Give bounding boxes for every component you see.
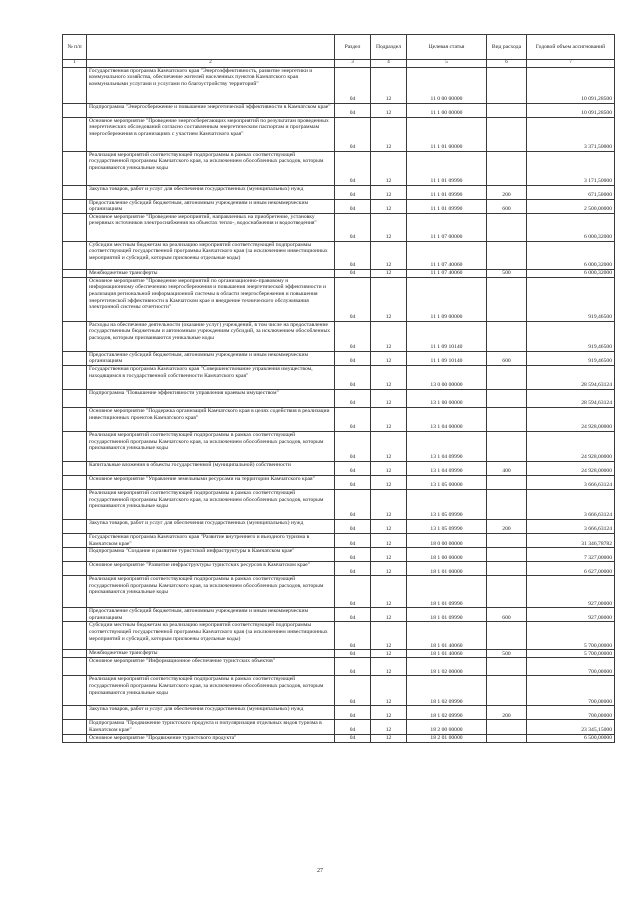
podrazdel-cell: 12 — [371, 519, 407, 533]
vid-cell: 200 — [487, 519, 527, 533]
vid-cell — [487, 489, 527, 519]
row-number-cell — [63, 269, 87, 277]
row-number-cell — [63, 365, 87, 389]
vid-cell — [487, 117, 527, 151]
podrazdel-cell: 12 — [371, 576, 407, 608]
table-row — [63, 548, 615, 562]
amount-cell: 700,00000 — [527, 658, 615, 676]
podrazdel-cell: 12 — [371, 608, 407, 622]
header-sum: Годовой объем ассигнований — [527, 35, 615, 60]
row-number-cell — [63, 650, 87, 658]
podrazdel-cell: 12 — [371, 562, 407, 576]
tselevaya-cell: 11 1 09 00000 — [407, 277, 487, 321]
tselevaya-cell: 18 1 02 09990 — [407, 706, 487, 720]
vid-cell — [487, 734, 527, 742]
table-row — [63, 720, 615, 734]
row-number-cell — [63, 213, 87, 241]
tselevaya-cell: 13 1 04 00000 — [407, 407, 487, 431]
podrazdel-cell: 12 — [371, 720, 407, 734]
amount-cell: 6 000,32000 — [527, 269, 615, 277]
amount-cell: 927,00000 — [527, 576, 615, 608]
tselevaya-cell: 13 0 00 00000 — [407, 365, 487, 389]
item-name-cell: Государственная программа Камчатского края "Совершенствование управления имуществом, находящимся в государственной собственности Камчатского края" — [87, 365, 335, 389]
header-vid: Вид расхода — [487, 35, 527, 60]
podrazdel-cell: 12 — [371, 269, 407, 277]
row-number-cell — [63, 151, 87, 185]
podrazdel-cell: 12 — [371, 533, 407, 547]
item-name-cell: Основное мероприятие "Развитие инфраструктуры туристских ресурсов в Камчатском крае" — [87, 562, 335, 576]
item-name-cell: Государственная программа Камчатского края "Энергоэффективность, развитие энергетики и коммунального хозяйства, обеспечение жителей населенных пунктов Камчатского края коммунальными услугами и услугами по благоустройству территорий" — [87, 67, 335, 103]
item-name-cell: Подпрограмма "Повышение эффективности управления краевым имуществом" — [87, 389, 335, 407]
row-number-cell — [63, 676, 87, 706]
vid-cell — [487, 103, 527, 117]
vid-cell — [487, 622, 527, 650]
amount-cell: 671,50000 — [527, 185, 615, 199]
header-row — [63, 35, 615, 60]
tselevaya-cell: 11 1 00 00000 — [407, 103, 487, 117]
row-number-cell — [63, 533, 87, 547]
header-no: № п/п — [63, 35, 87, 60]
amount-cell: 10 091,28500 — [527, 103, 615, 117]
row-number-cell — [63, 321, 87, 351]
razdel-cell: 04 — [335, 548, 371, 562]
index-cell: 5 — [407, 60, 487, 68]
header-podrazdel: Подраздел — [371, 35, 407, 60]
table-row — [63, 676, 615, 706]
podrazdel-cell: 12 — [371, 734, 407, 742]
item-name-cell: Подпрограмма "Продвижение туристского продукта и популяризация отдельных видов туризма в Камчатском крае" — [87, 720, 335, 734]
podrazdel-cell: 12 — [371, 548, 407, 562]
razdel-cell: 04 — [335, 151, 371, 185]
row-number-cell — [63, 389, 87, 407]
vid-cell: 500 — [487, 269, 527, 277]
tselevaya-cell: 18 2 01 00000 — [407, 734, 487, 742]
tselevaya-cell: 11 1 01 09990 — [407, 199, 487, 213]
item-name-cell: Предоставление субсидий бюджетным, автономным учреждениям и иным некоммерческим организациям — [87, 199, 335, 213]
vid-cell: 200 — [487, 185, 527, 199]
vid-cell — [487, 151, 527, 185]
vid-cell — [487, 431, 527, 461]
podrazdel-cell: 12 — [371, 67, 407, 103]
item-name-cell: Основное мероприятие "Проведение энергосберегающих мероприятий по результатам проведенных энергетических обследований согласно составленным энергетическим паспортам и программам энергосбережения в организациях с участием Камчатского края" — [87, 117, 335, 151]
amount-cell: 6 000,32000 — [527, 213, 615, 241]
vid-cell — [487, 676, 527, 706]
header-name — [87, 35, 335, 60]
podrazdel-cell: 12 — [371, 365, 407, 389]
index-cell: 2 — [87, 60, 335, 68]
amount-cell: 24 928,00000 — [527, 407, 615, 431]
amount-cell: 6 000,32000 — [527, 241, 615, 269]
razdel-cell: 04 — [335, 185, 371, 199]
item-name-cell: Подпрограмма "Создание и развитие туристской инфраструктуры в Камчатском крае" — [87, 548, 335, 562]
row-number-cell — [63, 277, 87, 321]
row-number-cell — [63, 431, 87, 461]
index-cell: 3 — [335, 60, 371, 68]
podrazdel-cell: 12 — [371, 489, 407, 519]
table-row — [63, 185, 615, 199]
index-cell: 7 — [527, 60, 615, 68]
row-number-cell — [63, 706, 87, 720]
tselevaya-cell: 18 1 01 09990 — [407, 576, 487, 608]
item-name-cell: Основное мероприятие "Управление земельными ресурсами на территории Камчатского края" — [87, 475, 335, 489]
amount-cell: 24 928,00000 — [527, 431, 615, 461]
table-row — [63, 389, 615, 407]
amount-cell: 700,00000 — [527, 676, 615, 706]
razdel-cell: 04 — [335, 321, 371, 351]
razdel-cell: 04 — [335, 519, 371, 533]
table-row — [63, 365, 615, 389]
razdel-cell: 04 — [335, 431, 371, 461]
index-cell: 1 — [63, 60, 87, 68]
item-name-cell: Закупка товаров, работ и услуг для обеспечения государственных (муниципальных) нужд — [87, 185, 335, 199]
tselevaya-cell: 11 1 01 09990 — [407, 185, 487, 199]
page-number: 27 — [317, 868, 323, 874]
amount-cell: 3 171,50000 — [527, 151, 615, 185]
row-number-cell — [63, 622, 87, 650]
vid-cell — [487, 241, 527, 269]
amount-cell: 919,46500 — [527, 277, 615, 321]
item-name-cell: Капитальные вложения в объекты государственной (муниципальной) собственности — [87, 461, 335, 475]
razdel-cell: 04 — [335, 734, 371, 742]
vid-cell — [487, 213, 527, 241]
tselevaya-cell: 11 1 07 40060 — [407, 269, 487, 277]
row-number-cell — [63, 562, 87, 576]
vid-cell — [487, 365, 527, 389]
vid-cell — [487, 277, 527, 321]
tselevaya-cell: 13 1 05 09990 — [407, 519, 487, 533]
tselevaya-cell: 11 1 07 00000 — [407, 213, 487, 241]
vid-cell: 400 — [487, 461, 527, 475]
amount-cell: 919,46500 — [527, 351, 615, 365]
item-name-cell: Закупка товаров, работ и услуг для обеспечения государственных (муниципальных) нужд — [87, 706, 335, 720]
amount-cell: 5 700,00000 — [527, 622, 615, 650]
podrazdel-cell: 12 — [371, 650, 407, 658]
razdel-cell: 04 — [335, 241, 371, 269]
razdel-cell: 04 — [335, 622, 371, 650]
table-row — [63, 608, 615, 622]
podrazdel-cell: 12 — [371, 151, 407, 185]
razdel-cell: 04 — [335, 533, 371, 547]
podrazdel-cell: 12 — [371, 407, 407, 431]
tselevaya-cell: 18 1 01 00000 — [407, 562, 487, 576]
index-row — [63, 60, 615, 68]
table-row — [63, 151, 615, 185]
razdel-cell: 04 — [335, 389, 371, 407]
razdel-cell: 04 — [335, 720, 371, 734]
vid-cell — [487, 533, 527, 547]
amount-cell: 6 500,00000 — [527, 734, 615, 742]
vid-cell — [487, 562, 527, 576]
table-row — [63, 622, 615, 650]
table-row — [63, 407, 615, 431]
table-row — [63, 321, 615, 351]
razdel-cell: 04 — [335, 67, 371, 103]
amount-cell: 10 091,28500 — [527, 67, 615, 103]
header-razdel: Раздел — [335, 35, 371, 60]
item-name-cell: Субсидии местным бюджетам на реализацию мероприятий соответствующей подпрограммы соответствующей государственной программы Камчатского края (за исключением инвестиционных мероприятий и субсидий, которым присвоены отдельные коды) — [87, 622, 335, 650]
row-number-cell — [63, 185, 87, 199]
tselevaya-cell: 11 1 09 10140 — [407, 351, 487, 365]
row-number-cell — [63, 199, 87, 213]
table-row — [63, 67, 615, 103]
podrazdel-cell: 12 — [371, 461, 407, 475]
tselevaya-cell: 18 1 02 09990 — [407, 676, 487, 706]
amount-cell: 28 594,63124 — [527, 365, 615, 389]
table-row — [63, 706, 615, 720]
podrazdel-cell: 12 — [371, 351, 407, 365]
razdel-cell: 04 — [335, 269, 371, 277]
razdel-cell: 04 — [335, 407, 371, 431]
razdel-cell: 04 — [335, 608, 371, 622]
header-tselevaya: Целевая статья — [407, 35, 487, 60]
item-name-cell: Реализация мероприятий соответствующей подпрограммы в рамках соответствующей государственной программы Камчатского края, за исключением обособленных расходов, которым присваиваются уникальные коды — [87, 676, 335, 706]
vid-cell: 600 — [487, 608, 527, 622]
vid-cell: 600 — [487, 199, 527, 213]
amount-cell: 700,00000 — [527, 706, 615, 720]
podrazdel-cell: 12 — [371, 431, 407, 461]
row-number-cell — [63, 548, 87, 562]
tselevaya-cell: 18 1 01 40060 — [407, 622, 487, 650]
tselevaya-cell: 18 1 00 00000 — [407, 548, 487, 562]
podrazdel-cell: 12 — [371, 117, 407, 151]
row-number-cell — [63, 519, 87, 533]
tselevaya-cell: 18 2 00 00000 — [407, 720, 487, 734]
tselevaya-cell: 18 0 00 00000 — [407, 533, 487, 547]
tselevaya-cell: 11 1 07 40060 — [407, 241, 487, 269]
vid-cell — [487, 407, 527, 431]
amount-cell: 919,46500 — [527, 321, 615, 351]
vid-cell — [487, 576, 527, 608]
item-name-cell: Субсидии местным бюджетам на реализацию мероприятий соответствующей подпрограммы соответствующей государственной программы Камчатского края (за исключением инвестиционных мероприятий и субсидий, которым присвоены отдельные коды) — [87, 241, 335, 269]
tselevaya-cell: 18 1 01 40060 — [407, 650, 487, 658]
index-cell: 4 — [371, 60, 407, 68]
razdel-cell: 04 — [335, 103, 371, 117]
tselevaya-cell: 13 1 04 09990 — [407, 461, 487, 475]
row-number-cell — [63, 658, 87, 676]
tselevaya-cell: 11 1 01 00000 — [407, 117, 487, 151]
table-row — [63, 576, 615, 608]
amount-cell: 3 371,50000 — [527, 117, 615, 151]
table-row — [63, 117, 615, 151]
vid-cell — [487, 720, 527, 734]
vid-cell: 500 — [487, 650, 527, 658]
item-name-cell: Основное мероприятие "Поддержка организаций Камчатского края в целях содействия в реализации инвестиционных проектов Камчатского края" — [87, 407, 335, 431]
item-name-cell: Подпрограмма "Энергосбережение и повышение энергетической эффективности в Камчатском крае" — [87, 103, 335, 117]
table-row — [63, 519, 615, 533]
row-number-cell — [63, 103, 87, 117]
podrazdel-cell: 12 — [371, 321, 407, 351]
podrazdel-cell: 12 — [371, 475, 407, 489]
amount-cell: 24 928,00000 — [527, 461, 615, 475]
item-name-cell: Реализация мероприятий соответствующей подпрограммы в рамках соответствующей государственной программы Камчатского края, за исключением обособленных расходов, которым присваиваются уникальные коды — [87, 151, 335, 185]
amount-cell: 3 666,63124 — [527, 475, 615, 489]
vid-cell — [487, 389, 527, 407]
table-row — [63, 650, 615, 658]
tselevaya-cell: 13 1 05 09990 — [407, 489, 487, 519]
amount-cell: 28 594,63124 — [527, 389, 615, 407]
item-name-cell: Расходы на обеспечение деятельности (оказание услуг) учреждений, в том числе на предоставление государственным бюджетным и автономным учреждениям субсидий, за исключением обособленных расходов, которым присваиваются уникальные коды — [87, 321, 335, 351]
row-number-cell — [63, 576, 87, 608]
razdel-cell: 04 — [335, 213, 371, 241]
row-number-cell — [63, 407, 87, 431]
tselevaya-cell: 11 0 00 00000 — [407, 67, 487, 103]
row-number-cell — [63, 241, 87, 269]
table-row — [63, 213, 615, 241]
table-row — [63, 734, 615, 742]
item-name-cell: Государственная программа Камчатского края "Развитие внутреннего и въездного туризма в Камчатском крае" — [87, 533, 335, 547]
razdel-cell: 04 — [335, 461, 371, 475]
tselevaya-cell: 11 1 09 10140 — [407, 321, 487, 351]
podrazdel-cell: 12 — [371, 658, 407, 676]
row-number-cell — [63, 475, 87, 489]
table-row — [63, 351, 615, 365]
vid-cell — [487, 548, 527, 562]
podrazdel-cell: 12 — [371, 213, 407, 241]
table-row — [63, 199, 615, 213]
table-row — [63, 103, 615, 117]
budget-table — [62, 34, 615, 743]
item-name-cell: Реализация мероприятий соответствующей подпрограммы в рамках соответствующей государственной программы Камчатского края, за исключением обособленных расходов, которым присваиваются уникальные коды — [87, 576, 335, 608]
vid-cell: 600 — [487, 351, 527, 365]
razdel-cell: 04 — [335, 676, 371, 706]
podrazdel-cell: 12 — [371, 622, 407, 650]
item-name-cell: Межбюджетные трансферты — [87, 650, 335, 658]
razdel-cell: 04 — [335, 475, 371, 489]
index-cell: 6 — [487, 60, 527, 68]
vid-cell — [487, 321, 527, 351]
row-number-cell — [63, 734, 87, 742]
razdel-cell: 04 — [335, 562, 371, 576]
tselevaya-cell: 11 1 01 09990 — [407, 151, 487, 185]
vid-cell: 200 — [487, 706, 527, 720]
tselevaya-cell: 18 1 02 00000 — [407, 658, 487, 676]
table-row — [63, 658, 615, 676]
table-row — [63, 431, 615, 461]
podrazdel-cell: 12 — [371, 103, 407, 117]
razdel-cell: 04 — [335, 365, 371, 389]
amount-cell: 3 666,63124 — [527, 489, 615, 519]
amount-cell: 5 700,00000 — [527, 650, 615, 658]
tselevaya-cell: 13 1 04 09990 — [407, 431, 487, 461]
podrazdel-cell: 12 — [371, 185, 407, 199]
amount-cell: 31 346,78782 — [527, 533, 615, 547]
row-number-cell — [63, 608, 87, 622]
row-number-cell — [63, 489, 87, 519]
table-body — [63, 67, 615, 742]
razdel-cell: 04 — [335, 117, 371, 151]
podrazdel-cell: 12 — [371, 277, 407, 321]
item-name-cell: Предоставление субсидий бюджетным, автономным учреждениям и иным некоммерческим организациям — [87, 608, 335, 622]
table-row — [63, 461, 615, 475]
table-row — [63, 533, 615, 547]
item-name-cell: Реализация мероприятий соответствующей подпрограммы в рамках соответствующей государственной программы Камчатского края, за исключением обособленных расходов, которым присваиваются уникальные коды — [87, 489, 335, 519]
amount-cell: 7 327,00000 — [527, 548, 615, 562]
vid-cell — [487, 475, 527, 489]
amount-cell: 6 627,00000 — [527, 562, 615, 576]
razdel-cell: 04 — [335, 650, 371, 658]
row-number-cell — [63, 720, 87, 734]
table-row — [63, 562, 615, 576]
podrazdel-cell: 12 — [371, 706, 407, 720]
vid-cell — [487, 658, 527, 676]
podrazdel-cell: 12 — [371, 676, 407, 706]
table-row — [63, 269, 615, 277]
razdel-cell: 04 — [335, 489, 371, 519]
table-row — [63, 475, 615, 489]
razdel-cell: 04 — [335, 576, 371, 608]
item-name-cell: Реализация мероприятий соответствующей подпрограммы в рамках соответствующей государственной программы Камчатского края, за исключением обособленных расходов, которым присваиваются уникальные коды — [87, 431, 335, 461]
item-name-cell: Предоставление субсидий бюджетным, автономным учреждениям и иным некоммерческим организациям — [87, 351, 335, 365]
amount-cell: 3 666,63124 — [527, 519, 615, 533]
row-number-cell — [63, 67, 87, 103]
item-name-cell: Закупка товаров, работ и услуг для обеспечения государственных (муниципальных) нужд — [87, 519, 335, 533]
razdel-cell: 04 — [335, 199, 371, 213]
table-row — [63, 277, 615, 321]
tselevaya-cell: 13 1 05 00000 — [407, 475, 487, 489]
row-number-cell — [63, 351, 87, 365]
table-row — [63, 241, 615, 269]
razdel-cell: 04 — [335, 706, 371, 720]
razdel-cell: 04 — [335, 277, 371, 321]
razdel-cell: 04 — [335, 351, 371, 365]
row-number-cell — [63, 117, 87, 151]
podrazdel-cell: 12 — [371, 389, 407, 407]
item-name-cell: Межбюджетные трансферты — [87, 269, 335, 277]
item-name-cell: Основное мероприятие "Проведение мероприятий по организационно-правовому и информационному обеспечению энергосбережения и повышения энергетической эффективности и реализация региональной информационной системы в области энергосбережения и повышения энергетической эффективности в Камчатском крае и внедрение технического обслуживания электронной системы отчетности" — [87, 277, 335, 321]
item-name-cell: Основное мероприятие "Проведение мероприятий, направленных на приобретение, установку резервных источников электроснабжения на объектах тепло-, водоснабжения и водоотведения" — [87, 213, 335, 241]
podrazdel-cell: 12 — [371, 241, 407, 269]
tselevaya-cell: 13 1 00 00000 — [407, 389, 487, 407]
row-number-cell — [63, 461, 87, 475]
amount-cell: 23 345,15000 — [527, 720, 615, 734]
item-name-cell: Основное мероприятие "Информационное обеспечение туристских объектов" — [87, 658, 335, 676]
tselevaya-cell: 18 1 01 09990 — [407, 608, 487, 622]
vid-cell — [487, 67, 527, 103]
razdel-cell: 04 — [335, 658, 371, 676]
table-row — [63, 489, 615, 519]
item-name-cell: Основное мероприятие "Продвижение туристского продукта" — [87, 734, 335, 742]
amount-cell: 927,00000 — [527, 608, 615, 622]
podrazdel-cell: 12 — [371, 199, 407, 213]
amount-cell: 2 500,00000 — [527, 199, 615, 213]
